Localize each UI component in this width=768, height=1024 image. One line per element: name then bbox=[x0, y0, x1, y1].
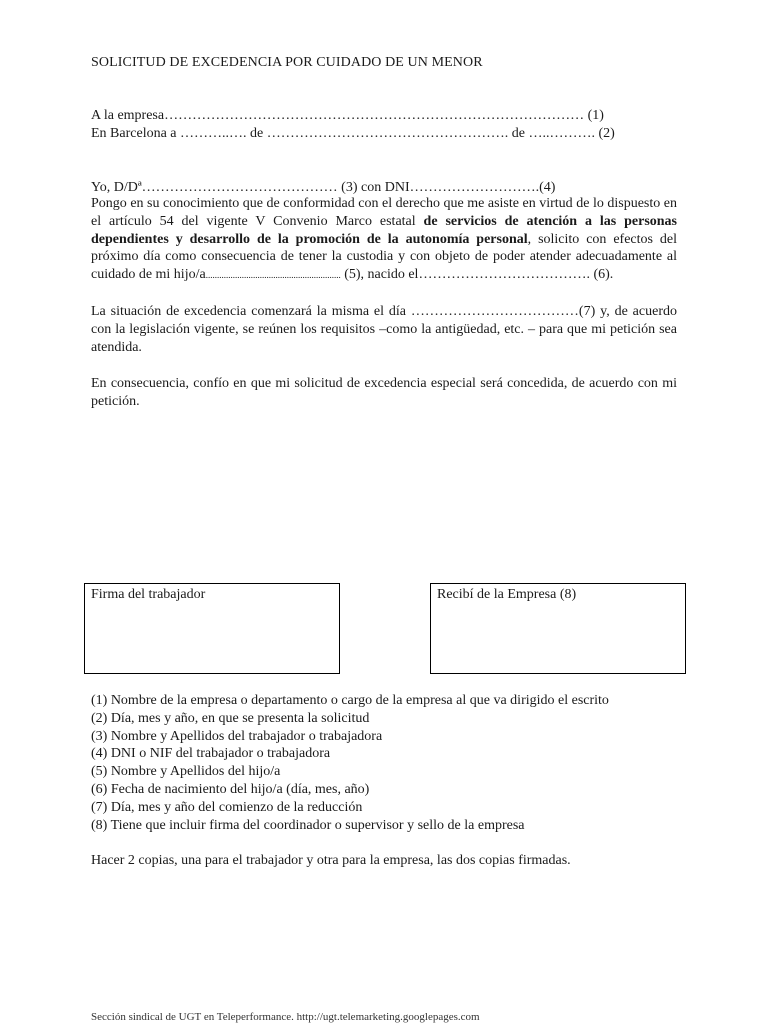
note-item: (8) Tiene que incluir firma del coordinador o supervisor y sello de la empresa bbox=[91, 817, 525, 833]
note-item: (6) Fecha de nacimiento del hijo/a (día, mes, año) bbox=[91, 781, 370, 797]
company-line: A la empresa……………………………………………………………………………… (1) bbox=[91, 108, 604, 123]
note-item: (1) Nombre de la empresa o departamento o cargo de la empresa al que va dirigido el escrito bbox=[91, 693, 609, 708]
request-text-a: Pongo en su conocimiento que de conformidad con el derecho que me asiste en virtud de lo dispuesto en el artículo 54 del vigente V Convenio Marco estatal bbox=[91, 196, 677, 229]
request-text-b: , solicito con efectos del próximo día como consecuencia de tener la custodia y con objeto de poder atender adecuadamente al cuidado de mi hijo/a bbox=[91, 231, 678, 283]
footer-text: Sección sindical de UGT en Teleperformance. http://ugt.telemarketing.googlepages.com bbox=[91, 1011, 480, 1023]
applicant-line: Yo, D/Dª…………………………………… (3) con DNI……………………….(4) bbox=[91, 180, 556, 195]
request-text-bold: de servicios de atención a las personas dependientes y desarrollo de la promoción de la autonomía personal bbox=[91, 213, 678, 247]
copies-note: Hacer 2 copias, una para el trabajador y otra para la empresa, las dos copias firmadas. bbox=[91, 853, 571, 868]
request-text-c: (5), nacido el………………………………. (6). bbox=[340, 267, 614, 283]
closing-paragraph: En consecuencia, confío en que mi solicitud de excedencia especial será concedida, de acuerdo con mi petición. bbox=[91, 376, 677, 409]
company-receipt-box bbox=[430, 583, 686, 674]
request-text-dots: ............................................................ bbox=[205, 270, 341, 281]
company-receipt-label: Recibí de la Empresa (8) bbox=[437, 587, 577, 602]
request-paragraph bbox=[91, 195, 677, 285]
city-date-line: En Barcelona a ………..…. de ……………………………………………. de …..………. (2) bbox=[91, 126, 615, 141]
note-item: (7) Día, mes y año del comienzo de la reducción bbox=[91, 799, 363, 815]
note-item: (4) DNI o NIF del trabajador o trabajadora bbox=[91, 746, 331, 762]
worker-signature-box bbox=[84, 583, 340, 674]
note-item: (2) Día, mes y año, en que se presenta la solicitud bbox=[91, 710, 370, 726]
start-date-paragraph: La situación de excedencia comenzará la misma el día ………………………………(7) y, de acuerdo con la legislación vigente, se reúnen los requisitos –como la antigüedad, etc. – para que mi petición sea atendida. bbox=[91, 304, 677, 355]
note-item: (3) Nombre y Apellidos del trabajador o trabajadora bbox=[91, 728, 383, 744]
document-title: SOLICITUD DE EXCEDENCIA POR CUIDADO DE UN MENOR bbox=[91, 55, 483, 70]
note-item: (5) Nombre y Apellidos del hijo/a bbox=[91, 764, 281, 780]
notes-list bbox=[91, 692, 609, 834]
worker-signature-label: Firma del trabajador bbox=[91, 587, 206, 602]
